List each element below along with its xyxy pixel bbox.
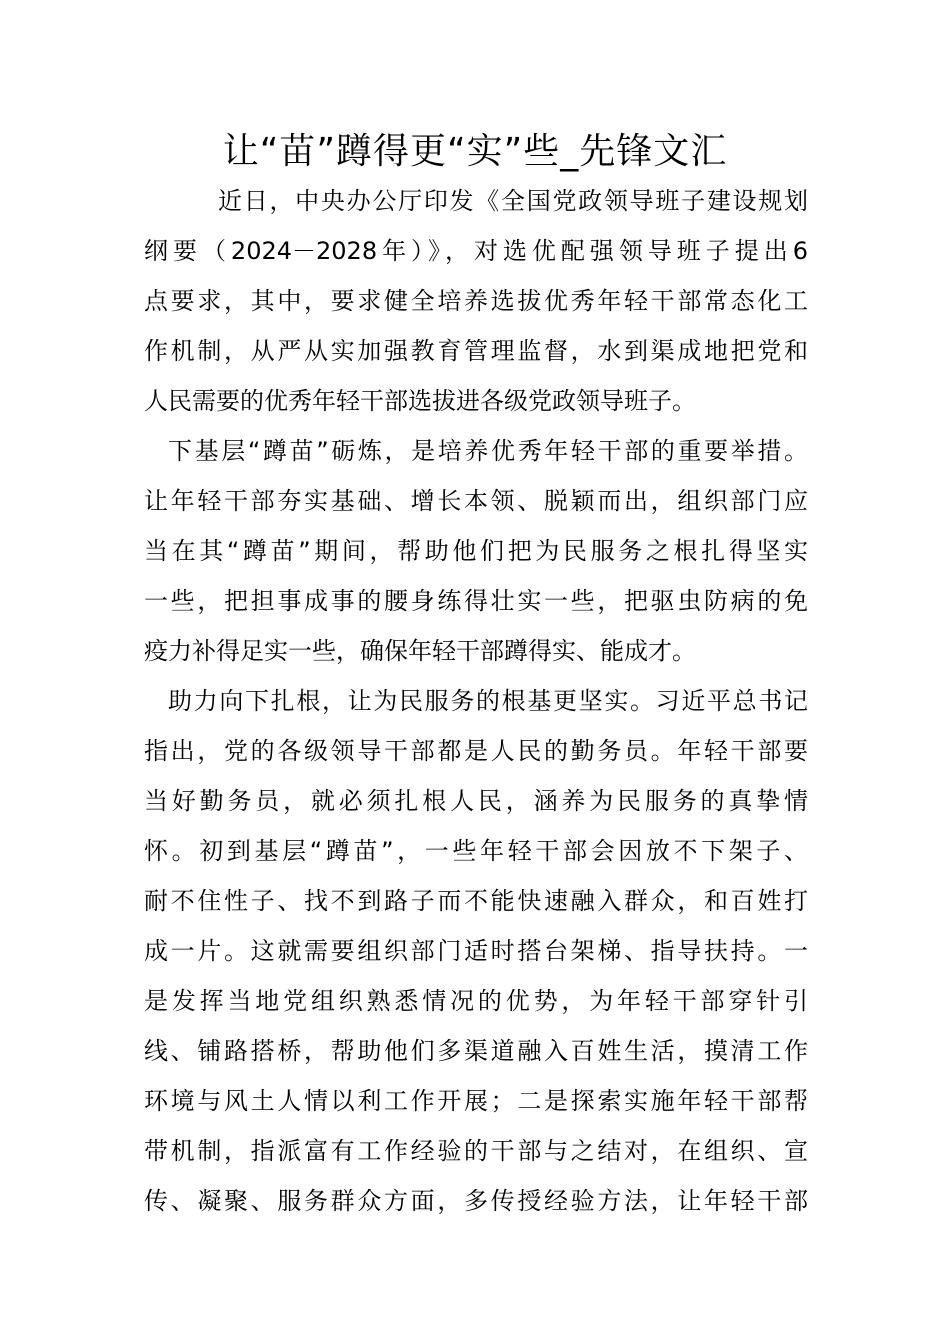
text-line: 是发挥当地党组织熟悉情况的优势，为年轻干部穿针引 — [144, 987, 808, 1015]
text-line: 传、凝聚、服务群众方面，多传授经验方法，让年轻干部 — [144, 1187, 808, 1215]
text-line: 带机制，指派富有工作经验的干部与之结对，在组织、宣 — [144, 1137, 808, 1165]
text-line: 下基层“蹲苗”砺炼，是培养优秀年轻干部的重要举措。 — [168, 437, 808, 465]
text-line: 作机制，从严从实加强教育管理监督，水到渠成地把党和 — [144, 337, 808, 365]
text-line: 人民需要的优秀年轻干部选拔进各级党政领导班子。 — [144, 387, 696, 415]
text-line: 让年轻干部夯实基础、增长本领、脱颖而出，组织部门应 — [144, 487, 808, 515]
text-line: 当在其“蹲苗”期间，帮助他们把为民服务之根扎得坚实 — [144, 537, 808, 565]
document-title: 让“苗”蹲得更“实”些_先锋文汇 — [222, 131, 728, 172]
text-line: 指出，党的各级领导干部都是人民的勤务员。年轻干部要 — [144, 737, 808, 765]
text-line: 近日，中央办公厅印发《全国党政领导班子建设规划 — [218, 187, 808, 215]
text-line: 一些，把担事成事的腰身练得壮实一些，把驱虫防病的免 — [144, 587, 808, 615]
text-line: 环境与风土人情以利工作开展；二是探索实施年轻干部帮 — [144, 1087, 808, 1115]
text-line: 当好勤务员，就必须扎根人民，涵养为民服务的真挚情 — [144, 787, 808, 815]
text-line: 纲要（2024－2028年）》，对选优配强领导班子提出6 — [144, 237, 808, 265]
text-line: 疫力补得足实一些，确保年轻干部蹲得实、能成才。 — [144, 637, 696, 665]
text-line: 成一片。这就需要组织部门适时搭台架梯、指导扶持。一 — [144, 937, 808, 965]
text-line: 助力向下扎根，让为民服务的根基更坚实。习近平总书记 — [168, 687, 808, 715]
text-line: 点要求，其中，要求健全培养选拔优秀年轻干部常态化工 — [144, 287, 808, 315]
text-line: 线、铺路搭桥，帮助他们多渠道融入百姓生活，摸清工作 — [144, 1037, 808, 1065]
text-line: 怀。初到基层“蹲苗”，一些年轻干部会因放不下架子、 — [144, 837, 808, 865]
text-line: 耐不住性子、找不到路子而不能快速融入群众，和百姓打 — [144, 887, 808, 915]
document-body — [144, 176, 808, 1226]
